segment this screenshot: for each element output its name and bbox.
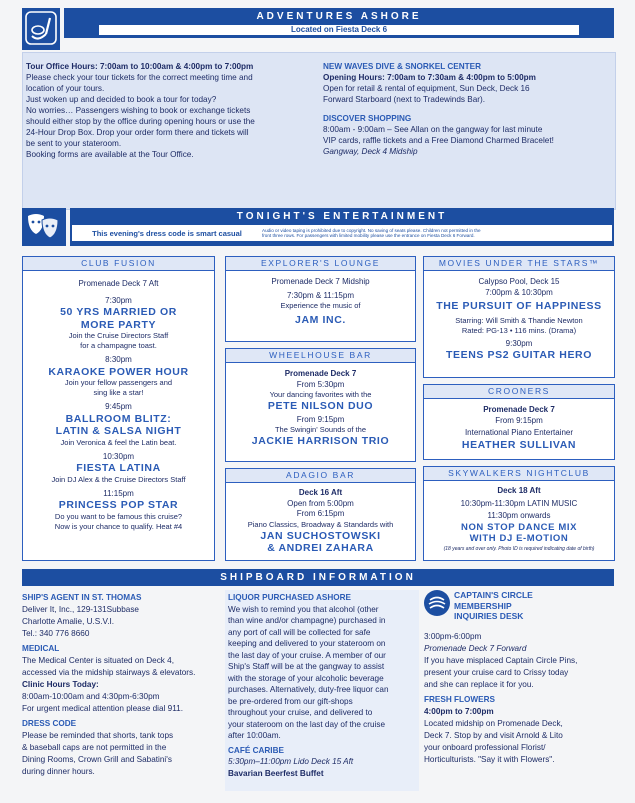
text-line: Tour Office Hours: 7:00am to 10:00am & 4:00pm to 7:00pm (26, 62, 254, 71)
event-desc: sing like a star! (93, 388, 144, 397)
text-line: any port of call will be collected for safe (228, 627, 371, 637)
text-line: 8:00am - 9:00am – See Allan on the gangway for last minute (323, 125, 543, 134)
text-line: after 10:00am. (228, 731, 281, 740)
text-line: No worries… Passengers wishing to book or exchange tickets (26, 106, 251, 115)
wheelhouse-act-2: JACKIE HARRISON TRIO (251, 435, 390, 447)
captains-circle-title-2: MEMBERSHIP (454, 600, 512, 611)
movies-location: Calypso Pool, Deck 15 (478, 277, 560, 286)
text-line: Gangway, Deck 4 Midship (323, 147, 418, 156)
text-line: your onboard professional Florist/ (424, 743, 546, 752)
wheelhouse-heading: WHEELHOUSE BAR (226, 349, 415, 363)
text-line: Promenade Deck 7 Forward (424, 644, 527, 653)
adagio-act-1: JAN SUCHOSTOWSKI (260, 529, 381, 542)
adventures-body (22, 52, 616, 210)
text-line: Forward Starboard (next to Tradewinds Bar). (323, 95, 485, 104)
wheelhouse-desc-1: Your dancing favorites with the (269, 390, 372, 399)
text-line: be sent to your stateroom. (26, 139, 122, 148)
event-time: 9:45pm (105, 402, 132, 411)
event-title: LATIN & SALSA NIGHT (55, 425, 182, 437)
text-line: and she can replace it for you. (424, 680, 534, 689)
shopping-text (323, 124, 613, 157)
event-desc: Join DJ Alex & the Cruise Directors Staff (51, 474, 186, 484)
text-line: We wish to remind you that alcohol (other (228, 604, 379, 614)
text-line: Dining Rooms, Crown Grill and Sabatini's (22, 755, 172, 764)
event-desc: for a champagne toast. (80, 341, 157, 350)
section-heading: DRESS CODE (22, 719, 77, 728)
text-line: If you have misplaced Captain Circle Pins, (424, 656, 578, 665)
entertainment-header (70, 208, 614, 246)
skywalkers-heading: SKYWALKERS NIGHTCLUB (424, 467, 614, 481)
text-line: Please check your tour tickets for the correct meeting time and (26, 73, 253, 82)
movies-under-stars-box (423, 256, 615, 378)
explorers-act: JAM INC. (295, 314, 346, 326)
crooners-act: HEATHER SULLIVAN (461, 438, 577, 451)
crooners-heading: CROONERS (424, 385, 614, 399)
event-time: 10:30pm (102, 451, 135, 461)
event-desc: Do you want to be famous this cruise? (54, 511, 183, 521)
text-line: throughout your cruise, and delivered to (228, 708, 373, 717)
club-fusion-heading: CLUB FUSION (23, 257, 214, 271)
event-title: KARAOKE POWER HOUR (48, 365, 189, 378)
adagio-act-2: & ANDREI ZAHARA (267, 542, 374, 554)
adagio-bar-box (225, 468, 416, 561)
text-line: the last day of your cruise. A member of our (228, 650, 386, 660)
section-heading: LIQUOR PURCHASED ASHORE (228, 593, 351, 602)
text-line: Please be reminded that shorts, tank tops (22, 731, 174, 740)
shipboard-col-2 (225, 590, 419, 791)
text-line: Clinic Hours Today: (22, 680, 99, 689)
daily-program-page (22, 8, 614, 803)
text-line: Booking forms are available at the Tour Office. (26, 150, 194, 159)
text-line: than wine and/or champagne) purchased in (228, 616, 386, 625)
skywalkers-event-a: NON STOP DANCE MIX (460, 521, 578, 533)
shipboard-col-3 (424, 631, 614, 766)
event-desc: Join your fellow passengers and (64, 378, 173, 387)
shipboard-col-1 (22, 592, 218, 778)
text-line: Located midship on Promenade Deck, (424, 719, 563, 728)
adventures-title: ADVENTURES ASHORE (256, 11, 422, 22)
dive-center-text (323, 72, 613, 105)
text-line: location of your tours. (26, 84, 105, 93)
dive-center-title: NEW WAVES DIVE & SNORKEL CENTER (323, 62, 482, 71)
wheelhouse-desc-2: The Swingin' Sounds of the (274, 425, 367, 434)
explorers-times: 7:30pm & 11:15pm (286, 290, 354, 300)
text-line: Opening Hours: 7:00am to 7:30am & 4:00pm to 5:00pm (323, 73, 536, 82)
text-line: with the storage of your alcoholic beverage (228, 673, 384, 683)
crooners-location: Promenade Deck 7 (483, 405, 555, 414)
crooners-desc: International Piano Entertainer (464, 428, 574, 437)
adagio-heading: ADAGIO BAR (226, 469, 415, 483)
text-line: Just woken up and decided to book a tour for today? (26, 95, 217, 104)
adagio-location: Deck 16 Aft (298, 488, 343, 497)
explorers-heading: EXPLORER'S LOUNGE (226, 257, 415, 271)
explorers-location: Promenade Deck 7 Midship (271, 277, 370, 286)
text-line: Charlotte Amalie, U.S.V.I. (22, 617, 115, 626)
wheelhouse-time-1: From 5:30pm (296, 379, 345, 389)
copyright-notice-1: Audio or video taping is prohibited due to copyright. No saving of seats please. Children not permitted in the (262, 227, 481, 233)
shipboard-title: SHIPBOARD INFORMATION (220, 572, 416, 583)
explorers-lounge-box (225, 256, 416, 342)
wheelhouse-time-2: From 9:15pm (296, 414, 345, 424)
crooners-box (423, 384, 615, 460)
text-line: should either stop by the office during opening hours or use the (26, 117, 255, 126)
event-time: 11:15pm (103, 488, 134, 498)
text-line: be pre-ordered from our gift-shops (228, 696, 353, 706)
text-line: 8:00am-10:00am and 4:30pm-6:30pm (22, 692, 160, 701)
text-line: purchases. Alternatively, duty-free liquor can (228, 685, 389, 694)
text-line: your stateroom on the last day of the cruise (228, 719, 386, 729)
adventures-left-column (26, 61, 316, 160)
adventures-subtitle: Located on Fiesta Deck 6 (99, 25, 579, 35)
shipboard-header (22, 569, 614, 586)
shopping-title: DISCOVER SHOPPING (323, 114, 412, 123)
captains-circle-title-3: INQUIRIES DESK (454, 611, 524, 621)
wheelhouse-location: Promenade Deck 7 (284, 369, 357, 378)
text-line: 3:00pm-6:00pm (424, 632, 482, 641)
section-heading: SHIP'S AGENT IN ST. THOMAS (22, 593, 142, 602)
section-heading: CAFÉ CARIBE (228, 745, 284, 755)
event-title: 50 YRS MARRIED OR (60, 306, 177, 318)
event-title: PRINCESS POP STAR (58, 499, 179, 511)
crooners-time: From 9:15pm (495, 415, 543, 425)
theatre-masks-icon (22, 208, 66, 246)
captains-circle-title-1: CAPTAIN'S CIRCLE (454, 590, 533, 600)
text-line: accessed via the midship stairways & elevators. (22, 668, 196, 677)
snorkel-icon (22, 8, 60, 50)
skywalkers-nightclub-box (423, 466, 615, 561)
explorers-desc: Experience the music of (280, 301, 361, 310)
skywalkers-event-b: WITH DJ E-MOTION (469, 532, 569, 544)
event-title: FIESTA LATINA (76, 462, 161, 474)
club-fusion-box (22, 256, 215, 561)
event-title: BALLROOM BLITZ: (65, 412, 172, 425)
text-line: Ship's Staff will be at the gangway to assist (228, 662, 385, 671)
text-line: & baseball caps are not permitted in the (22, 743, 167, 752)
text-line: Open for retail & rental of equipment, Sun Deck, Deck 16 (323, 84, 530, 93)
entertainment-title: TONIGHT'S ENTERTAINMENT (236, 211, 448, 222)
text-line: Deck 7. Stop by and visit Arnold & Lito (424, 731, 563, 740)
adagio-time-2: From 6:15pm (296, 509, 345, 518)
movies-cast: Starring: Will Smith & Thandie Newton (455, 315, 583, 325)
text-line: 5:30pm–11:00pm Lido Deck 15 Aft (228, 757, 354, 766)
event-title: MORE PARTY (80, 318, 157, 331)
text-line: keeping and delivered to your stateroom on (228, 639, 386, 648)
wheelhouse-bar-box (225, 348, 416, 462)
club-fusion-location: Promenade Deck 7 Aft (78, 279, 159, 288)
text-line: VIP cards, raffle tickets and a Free Diamond Charmed Bracelet! (323, 136, 554, 145)
event-desc: Join the Cruise Directors Staff (68, 331, 169, 340)
text-line: For urgent medical attention please dial 911. (22, 704, 183, 713)
adventures-header (64, 8, 614, 38)
captains-circle-icon (424, 590, 450, 616)
text-line: Bavarian Beerfest Buffet (228, 768, 324, 778)
text-line: Deliver It, Inc., 129-131Subbase (22, 605, 139, 614)
skywalkers-line-1: 10:30pm-11:30pm LATIN MUSIC (460, 498, 578, 508)
movies-event: TEENS PS2 GUITAR HERO (445, 349, 592, 361)
text-line: 24-Hour Drop Box. Drop your order form there and tickets will (26, 128, 249, 137)
section-heading: FRESH FLOWERS (424, 695, 495, 704)
text-line: Tel.: 340 776 8660 (22, 629, 90, 638)
skywalkers-location: Deck 18 Aft (497, 486, 541, 495)
event-desc: Now is your chance to qualify. Heat #4 (54, 521, 183, 531)
skywalkers-time-2: 11:30pm onwards (487, 511, 551, 520)
text-line: during dinner hours. (22, 767, 95, 776)
text-line: Horticulturists. "Say it with Flowers". (424, 755, 555, 764)
adventures-right-column (323, 61, 613, 157)
copyright-notice-2: front three rows. For passengers with limited mobility please use the entrance on Fiesta Deck 6 Forward. (262, 233, 475, 238)
wheelhouse-act-1: PETE NILSON DUO (267, 400, 374, 412)
event-time: 7:30pm (105, 295, 132, 305)
skywalkers-note: (18 years and over only. Photo ID is required indicating date of birth) (443, 545, 595, 552)
movies-film: THE PURSUIT OF HAPPINESS (436, 300, 602, 312)
movies-rating: Rated: PG-13 • 116 mins. (Drama) (461, 325, 577, 335)
text-line: present your cruise card to Crissy today (424, 668, 569, 677)
movies-heading: MOVIES UNDER THE STARS™ (424, 257, 614, 271)
event-time: 8:30pm (105, 355, 132, 364)
movies-time-2: 9:30pm (505, 338, 533, 348)
section-heading: MEDICAL (22, 644, 60, 653)
adagio-time-1: Open from 5:00pm (287, 498, 354, 508)
adagio-desc: Piano Classics, Broadway & Standards with (247, 519, 394, 529)
event-desc: Join Veronica & feel the Latin beat. (60, 437, 177, 447)
text-line: 4:00pm to 7:00pm (424, 707, 494, 716)
dress-code-text: This evening's dress code is smart casual (92, 228, 242, 238)
movies-times: 7:00pm & 10:30pm (485, 287, 553, 297)
text-line: The Medical Center is situated on Deck 4, (22, 656, 174, 665)
